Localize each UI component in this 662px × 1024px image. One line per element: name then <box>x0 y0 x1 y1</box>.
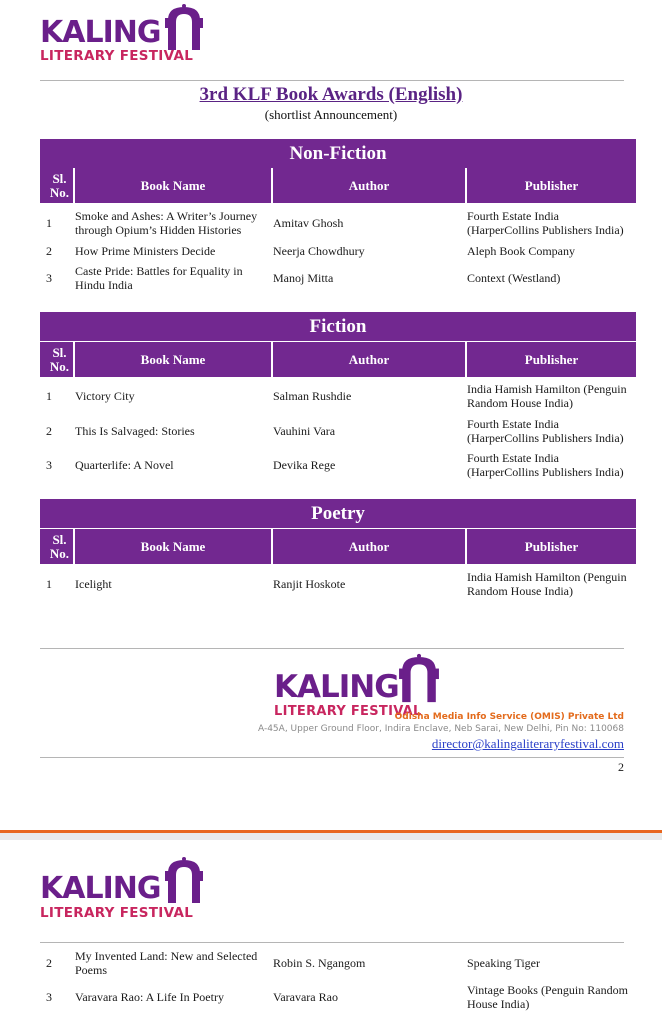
section-band-fiction: Fiction <box>40 312 636 341</box>
table-row: 1 Smoke and Ashes: A Writer’s Journey through Opium’s Hidden Histories Amitav Ghosh Fourth Estate India (HarperCollins Publishers India) <box>46 208 624 237</box>
col-publisher: Publisher <box>467 168 636 203</box>
section-band-poetry: Poetry <box>40 499 636 528</box>
page-title: 3rd KLF Book Awards (English) <box>199 84 463 105</box>
footer-logo: KALING LITERARY FESTIVAL <box>274 652 444 716</box>
table-row: 1 Icelight Ranjit Hoskote India Hamish Hamilton (Penguin Random House India) <box>46 569 627 598</box>
table-row: 2 This Is Salvaged: Stories Vauhini Vara Fourth Estate India (HarperCollins Publishers India) <box>46 416 624 445</box>
table-row: 3 Quarterlife: A Novel Devika Rege Fourth Estate India (HarperCollins Publishers India) <box>46 450 624 479</box>
footer-company: Odisha Media Info Service (OMIS) Private Ltd <box>394 712 624 722</box>
table-row: 1 Victory City Salman Rushdie India Hamish Hamilton (Penguin Random House India) <box>46 381 627 410</box>
table-header-nonfiction <box>40 168 636 203</box>
table-row: 2 My Invented Land: New and Selected Poems Robin S. Ngangom Speaking Tiger <box>46 948 541 977</box>
page-subtitle: (shortlist Announcement) <box>264 107 398 122</box>
arch-icon <box>164 4 204 50</box>
section-band-nonfiction: Non-Fiction <box>40 139 636 168</box>
footer-address: A-45A, Upper Ground Floor, Indira Enclave, Neb Sarai, New Delhi, Pin No: 110068 <box>258 724 624 734</box>
col-book: Book Name <box>75 168 273 203</box>
table-row: 2 How Prime Ministers Decide Neerja Chowdhury Aleph Book Company <box>46 243 575 258</box>
footer-divider-top <box>40 648 624 649</box>
footer-divider-bottom <box>40 757 624 758</box>
klf-logo-page2: KALING LITERARY FESTIVAL <box>40 856 220 922</box>
page-number: 2 <box>618 760 624 774</box>
arch-icon <box>398 652 440 704</box>
col-sl: Sl. No. <box>40 168 75 203</box>
arch-icon <box>164 856 204 904</box>
page2-header-divider <box>40 942 624 943</box>
table-row: 3 Caste Pride: Battles for Equality in Hindu India Manoj Mitta Context (Westland) <box>46 263 561 292</box>
footer-email-link[interactable]: director@kalingaliteraryfestival.com <box>431 736 624 751</box>
table-header-poetry: Sl. No. Book Name Author Publisher <box>40 529 636 564</box>
table-row: 3 Varavara Rao: A Life In Poetry Varavara Rao Vintage Books (Penguin Random House India) <box>46 982 628 1011</box>
header-divider <box>40 80 624 81</box>
col-author: Author <box>273 168 467 203</box>
table-header-fiction: Sl. No. Book Name Author Publisher <box>40 342 636 377</box>
logo-word: KALING <box>40 15 161 50</box>
logo-tagline: LITERARY FESTIVAL <box>40 48 194 64</box>
page-break <box>0 830 662 840</box>
klf-logo <box>40 4 220 64</box>
